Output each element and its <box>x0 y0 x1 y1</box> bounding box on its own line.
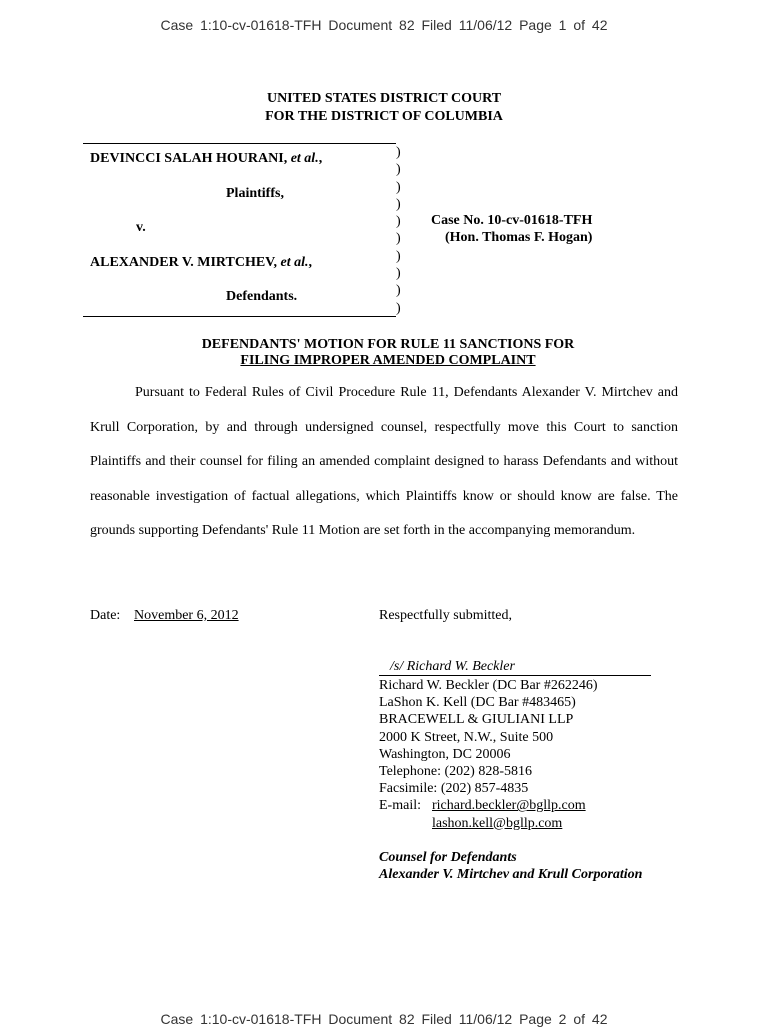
signature: /s/ Richard W. Beckler <box>390 659 515 674</box>
firm-street: 2000 K Street, N.W., Suite 500 <box>379 729 554 745</box>
paren: ) <box>396 179 401 195</box>
motion-body <box>90 376 678 549</box>
date-label: Date: <box>90 608 121 623</box>
paren: ) <box>396 231 401 247</box>
facsimile: Facsimile: (202) 857-4835 <box>379 781 529 797</box>
motion-title-line2: FILING IMPROPER AMENDED COMPLAINT <box>240 353 536 368</box>
court-name-line2: FOR THE DISTRICT OF COLUMBIA <box>265 109 503 124</box>
next-page-header: Case 1:10-cv-01618-TFH Document 82 Filed 11/06/12 Page 2 of 42 <box>160 1011 608 1027</box>
counsel-for-line2: Alexander V. Mirtchev and Krull Corporation <box>379 867 643 882</box>
paren: ) <box>396 283 401 299</box>
defendant-name: ALEXANDER V. MIRTCHEV, et al., <box>90 255 312 270</box>
telephone: Telephone: (202) 828-5816 <box>379 764 532 780</box>
respectfully-submitted: Respectfully submitted, <box>379 608 512 623</box>
paren: ) <box>396 214 401 230</box>
paren: ) <box>396 248 401 264</box>
case-number: Case No. 10-cv-01618-TFH <box>431 213 593 228</box>
court-name-line1: UNITED STATES DISTRICT COURT <box>266 91 502 106</box>
caption-top-rule <box>83 143 396 144</box>
paren: ) <box>396 266 401 282</box>
email-line-2 <box>379 815 598 832</box>
signature-block <box>379 677 598 832</box>
counsel-for-line1: Counsel for Defendants <box>379 850 517 865</box>
versus: v. <box>136 220 146 235</box>
paren: ) <box>396 145 401 160</box>
email-link-1[interactable]: richard.beckler@bgllp.com <box>432 798 586 814</box>
paren: ) <box>396 162 401 178</box>
plaintiff-name: DEVINCCI SALAH HOURANI, et al., <box>90 151 323 166</box>
paren: ) <box>396 300 401 316</box>
caption-paren-column <box>396 144 401 317</box>
caption-bottom-rule <box>83 316 396 317</box>
email-link-2[interactable]: lashon.kell@bgllp.com <box>432 815 563 831</box>
email-line-1 <box>379 797 598 814</box>
judge-name: (Hon. Thomas F. Hogan) <box>445 230 593 245</box>
date-value: November 6, 2012 <box>134 608 239 623</box>
plaintiffs-label: Plaintiffs, <box>226 186 284 201</box>
page-header: Case 1:10-cv-01618-TFH Document 82 Filed 11/06/12 Page 1 of 42 <box>160 17 608 33</box>
attorney-1: Richard W. Beckler (DC Bar #262246) <box>379 678 598 693</box>
email-label: E-mail: <box>379 798 421 814</box>
paren: ) <box>396 196 401 212</box>
firm-city: Washington, DC 20006 <box>379 746 511 762</box>
firm-name: BRACEWELL & GIULIANI LLP <box>379 712 574 728</box>
motion-body-text: Pursuant to Federal Rules of Civil Procedure Rule 11, Defendants Alexander V. Mirtchev and Krull Corporation, by and through undersigned counsel, respectfully move this Court to sanction Plaintiffs and their counsel for filing an amended complaint designed to harass Defendants and without reasonable investigation of factual allegations, which Plaintiffs know or should know are false. The grounds supporting Defendants' Rule 11 Motion are set forth in the accompanying memorandum. <box>90 385 678 539</box>
signature-rule <box>379 675 651 676</box>
attorney-2: LaShon K. Kell (DC Bar #483465) <box>379 695 576 711</box>
motion-title-line1: DEFENDANTS' MOTION FOR RULE 11 SANCTIONS FOR <box>201 337 575 352</box>
defendants-label: Defendants. <box>226 289 298 304</box>
